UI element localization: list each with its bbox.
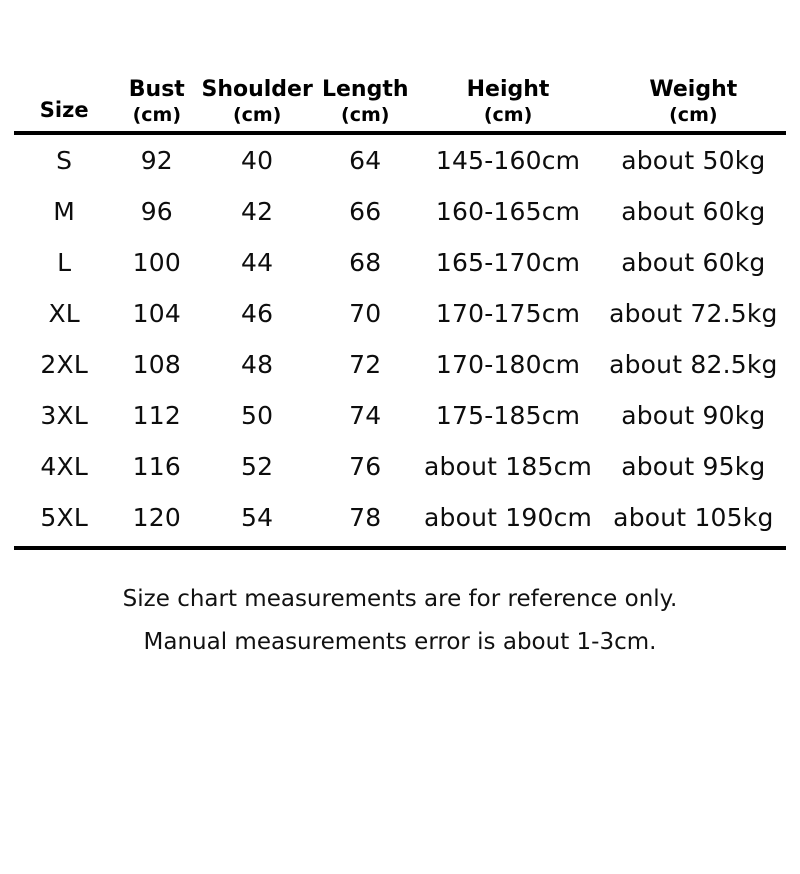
cell-length: 68 <box>349 248 382 278</box>
table-row <box>14 133 786 186</box>
cell-size: L <box>57 248 72 278</box>
table-row <box>14 237 786 288</box>
cell-size: 4XL <box>40 452 88 482</box>
cell-bust: 100 <box>132 248 181 278</box>
cell-height: 145-160cm <box>435 146 581 176</box>
cell-length: 78 <box>349 503 382 533</box>
column-header-size-label: Size <box>39 97 89 122</box>
cell-shoulder: 50 <box>241 401 274 431</box>
cell-height: 165-170cm <box>435 248 581 278</box>
cell-height: 170-175cm <box>435 299 581 329</box>
column-header-length-unit: (cm) <box>341 103 390 126</box>
cell-shoulder: 54 <box>241 503 274 533</box>
column-header-bust-label: Bust <box>128 77 185 102</box>
table-bottom-divider <box>14 546 786 550</box>
column-header-weight <box>601 74 786 133</box>
cell-height: 175-185cm <box>435 401 581 431</box>
cell-size: 5XL <box>40 503 88 533</box>
size-chart-page <box>0 74 800 874</box>
cell-size: M <box>53 197 76 227</box>
table-header-row <box>14 74 786 133</box>
cell-shoulder: 52 <box>241 452 274 482</box>
table-header <box>14 74 786 133</box>
table-row <box>14 492 786 546</box>
cell-size: XL <box>48 299 80 329</box>
column-header-length <box>315 74 415 133</box>
table-row <box>14 390 786 441</box>
cell-height: about 190cm <box>424 503 593 533</box>
cell-length: 76 <box>349 452 382 482</box>
column-header-weight-label: Weight <box>649 77 738 102</box>
column-header-height-label: Height <box>466 77 550 102</box>
table-row <box>14 441 786 492</box>
cell-bust: 96 <box>140 197 173 227</box>
cell-shoulder: 48 <box>241 350 274 380</box>
cell-weight: about 105kg <box>613 503 774 533</box>
column-header-bust-unit: (cm) <box>132 103 182 126</box>
table-row <box>14 339 786 390</box>
column-header-length-label: Length <box>321 77 409 102</box>
cell-size: 2XL <box>40 350 88 380</box>
column-header-height <box>415 74 600 133</box>
cell-length: 70 <box>349 299 382 329</box>
cell-shoulder: 46 <box>241 299 274 329</box>
cell-height: 160-165cm <box>435 197 581 227</box>
column-header-size <box>14 74 114 133</box>
size-chart-table <box>14 74 786 546</box>
cell-weight: about 95kg <box>621 452 766 482</box>
footnote-reference-only: Size chart measurements are for reference only. <box>122 586 678 613</box>
column-header-shoulder-unit: (cm) <box>232 103 282 126</box>
footnote-measurement-error: Manual measurements error is about 1-3cm. <box>143 628 657 655</box>
cell-shoulder: 40 <box>241 146 274 176</box>
cell-weight: about 72.5kg <box>609 299 778 329</box>
cell-bust: 116 <box>132 452 181 482</box>
column-header-bust <box>114 74 199 133</box>
cell-height: 170-180cm <box>435 350 581 380</box>
footnotes <box>14 578 786 663</box>
cell-length: 66 <box>349 197 382 227</box>
cell-height: about 185cm <box>424 452 593 482</box>
cell-weight: about 60kg <box>621 248 766 278</box>
cell-shoulder: 44 <box>241 248 274 278</box>
cell-bust: 112 <box>132 401 181 431</box>
cell-size: 3XL <box>40 401 88 431</box>
cell-length: 64 <box>349 146 382 176</box>
cell-bust: 104 <box>132 299 181 329</box>
cell-weight: about 82.5kg <box>609 350 778 380</box>
cell-weight: about 50kg <box>621 146 766 176</box>
cell-bust: 108 <box>132 350 181 380</box>
cell-weight: about 90kg <box>621 401 766 431</box>
cell-length: 74 <box>349 401 382 431</box>
table-row <box>14 288 786 339</box>
cell-length: 72 <box>349 350 382 380</box>
cell-bust: 92 <box>140 146 173 176</box>
cell-weight: about 60kg <box>621 197 766 227</box>
column-header-shoulder <box>199 74 315 133</box>
column-header-shoulder-label: Shoulder <box>201 77 313 102</box>
column-header-height-unit: (cm) <box>483 103 533 126</box>
cell-size: S <box>56 146 73 176</box>
column-header-weight-unit: (cm) <box>669 103 718 126</box>
cell-shoulder: 42 <box>241 197 274 227</box>
cell-bust: 120 <box>132 503 181 533</box>
table-row <box>14 186 786 237</box>
table-body <box>14 133 786 546</box>
